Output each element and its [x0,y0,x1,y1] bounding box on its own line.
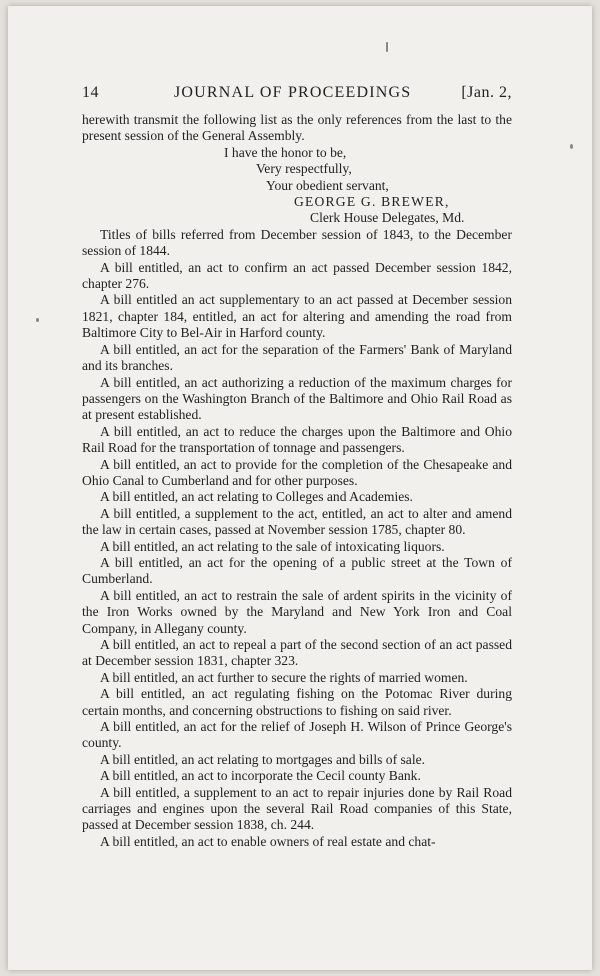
ink-speck [570,144,573,149]
bill-entry: A bill entitled, an act to confirm an act passed December session 1842, chapter 276. [82,259,512,292]
bill-entry: A bill entitled an act supplementary to an act passed at December session 1821, chapter 184, entitled, an act for altering and amending the road from Baltimore City to Bel-Air in Harford county. [82,292,512,341]
bill-entry: A bill entitled, an act for the opening of a public street at the Town of Cumberland. [82,554,512,587]
bill-entry: A bill entitled, an act to repeal a part of the second section of an act passed at December session 1831, chapter 323. [82,637,512,669]
page-number: 14 [82,84,99,101]
ink-speck [36,318,39,322]
header-date: [Jan. 2, [461,84,512,101]
running-title: JOURNAL OF PROCEEDINGS [174,84,412,101]
bill-entry: A bill entitled, an act for the separation of the Farmers' Bank of Maryland and its branches. [82,341,512,374]
bill-entry: A bill entitled, an act to reduce the charges upon the Baltimore and Ohio Rail Road for the transportation of tonnage and passengers. [82,423,512,456]
page-body [82,112,512,850]
signature-name: GEORGE G. BREWER, [294,194,450,210]
ink-speck [386,42,388,52]
bill-entry: A bill entitled, an act relating to Colleges and Academies. [100,489,413,505]
bill-entry: A bill entitled, an act regulating fishing on the Potomac River during certain months, and concerning obstructions to fishing on said river. [82,686,512,718]
bill-entry: A bill entitled, an act further to secure the rights of married women. [100,669,468,685]
closing-line: I have the honor to be, [224,144,347,160]
page-header [82,84,512,106]
bill-entry: A bill entitled, an act for the relief of Joseph H. Wilson of Prince George's county. [82,719,512,751]
opening-paragraph: herewith transmit the following list as the only references from the last to the present session of the General Assembly. [82,112,512,144]
bill-entry: A bill entitled, an act relating to the sale of intoxicating liquors. [100,538,445,554]
bill-entry: A bill entitled, an act to restrain the sale of ardent spirits in the vicinity of the Iron Works owned by the Maryland and New York Iron and Coal Company, in Allegany county. [82,587,512,636]
closing-line: Your obedient servant, [266,177,389,193]
titles-intro: Titles of bills referred from December session of 1843, to the December session of 1844. [82,226,512,259]
bill-entry: A bill entitled, a supplement to the act, entitled, an act to alter and amend the law in certain cases, passed at November session 1785, chapter 80. [82,505,512,538]
bill-entry: A bill entitled, an act to incorporate the Cecil county Bank. [100,768,421,784]
bill-entry: A bill entitled, an act to enable owners of real estate and chat- [100,833,436,849]
bill-entry: A bill entitled, an act relating to mortgages and bills of sale. [100,751,426,767]
signature-role: Clerk House Delegates, Md. [310,210,465,226]
bill-entry: A bill entitled, an act to provide for the completion of the Chesapeake and Ohio Canal to Cumberland and for other purposes. [82,456,512,488]
bill-entry: A bill entitled, a supplement to an act to repair injuries done by Rail Road carriages and engines upon the several Rail Road companies of this State, passed at December session 1838, ch. 244. [82,784,512,833]
closing-line: Very respectfully, [256,161,352,177]
bill-entry: A bill entitled, an act authorizing a reduction of the maximum charges for passengers on the Washington Branch of the Baltimore and Ohio Rail Road as at present established. [82,374,512,423]
